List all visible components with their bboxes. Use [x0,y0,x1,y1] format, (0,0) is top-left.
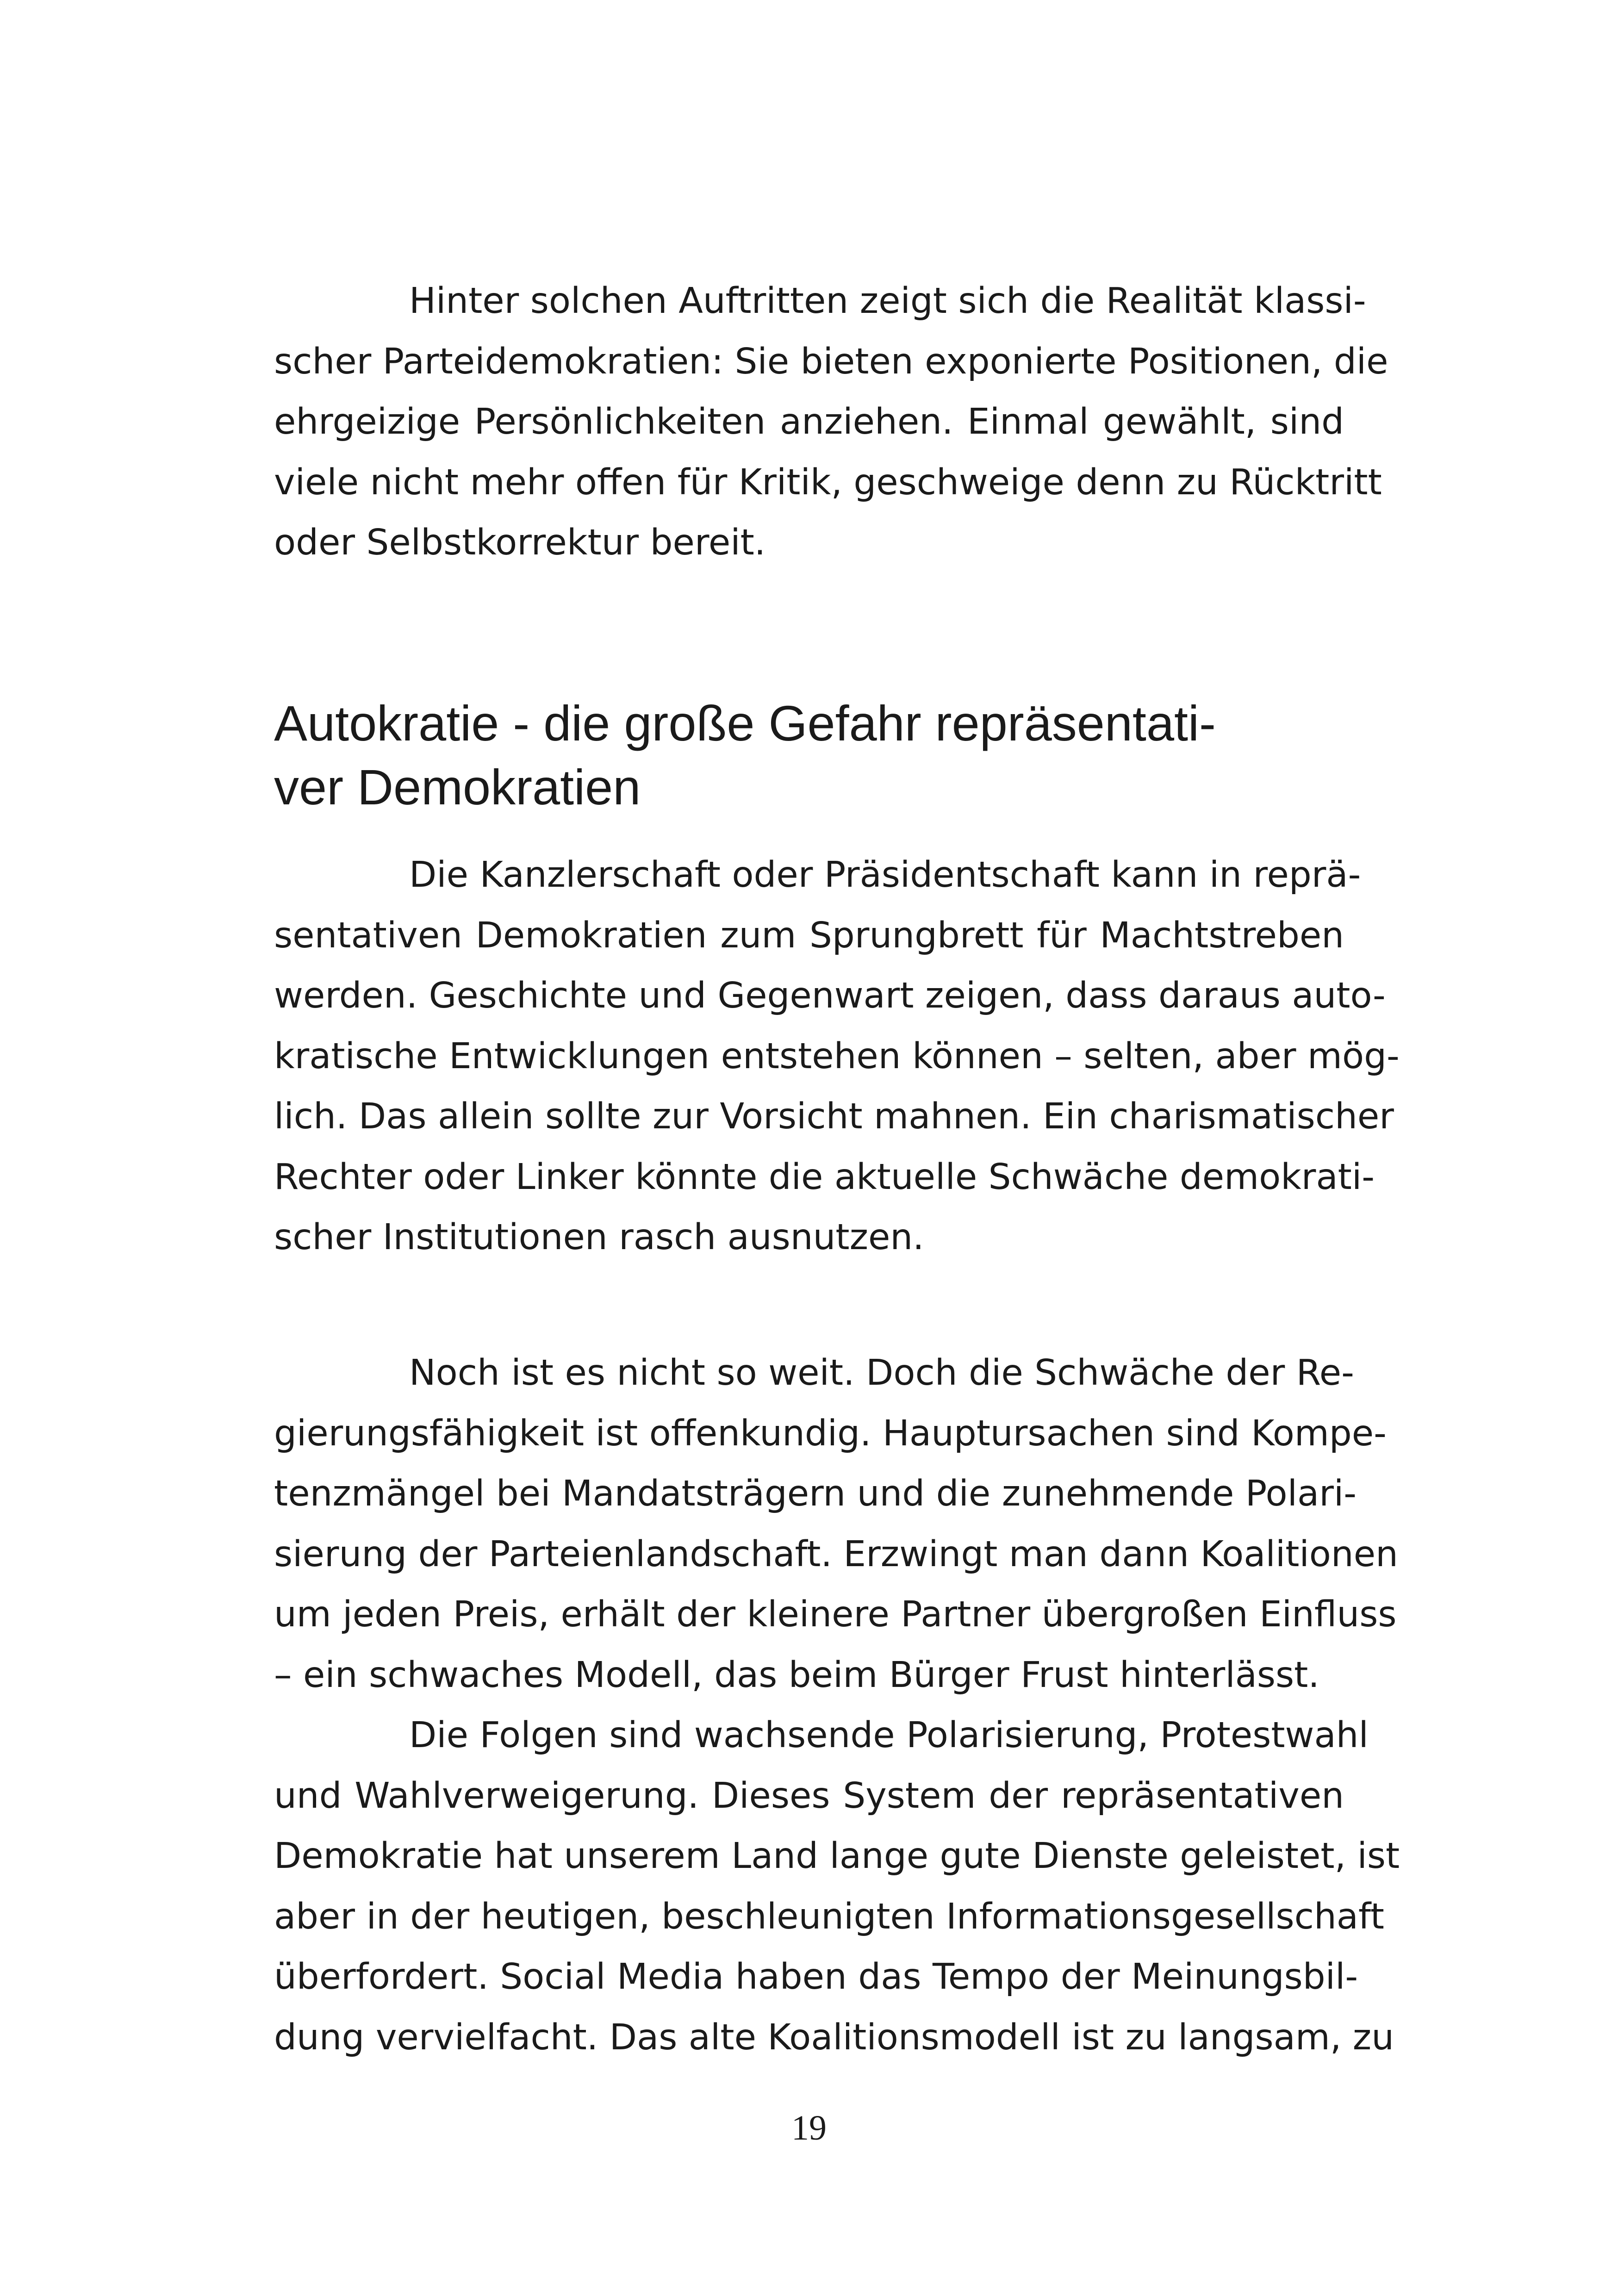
text-line: um jeden Preis, erhält der kleinere Partner übergroßen Einfluss [274,1594,1397,1635]
text-line: lich. Das allein sollte zur Vorsicht mahnen. Ein charismatischer [274,1096,1394,1137]
text-line: überfordert. Social Media haben das Tempo der Meinungsbil- [274,1956,1358,1997]
text-line: Rechter oder Linker könnte die aktuelle Schwäche demokrati- [274,1156,1375,1198]
text-line: Die Folgen sind wachsende Polarisierung, Protestwahl [409,1715,1369,1756]
heading-line: ver Demokratien [274,759,641,815]
paragraph-4 [274,1705,1400,2068]
paragraph-1 [274,271,1388,573]
text-line: ehrgeizige Persönlichkeiten anziehen. Einmal gewählt, sind [274,401,1344,442]
text-line: – ein schwaches Modell, das beim Bürger Frust hinterlässt. [274,1654,1319,1696]
text-line: Hinter solchen Auftritten zeigt sich die Realität klassi- [409,280,1366,322]
paragraph-3 [274,1343,1398,1705]
text-line: werden. Geschichte und Gegenwart zeigen, dass daraus auto- [274,975,1386,1016]
heading-line: Autokratie - die große Gefahr repräsentati- [274,695,1216,751]
text-line: Die Kanzlerschaft oder Präsidentschaft kann in reprä- [409,854,1361,896]
section-heading [274,691,1385,819]
text-line: scher Parteidemokratien: Sie bieten exponierte Positionen, die [274,341,1388,382]
text-line: dung vervielfacht. Das alte Koalitionsmodell ist zu langsam, zu [274,2016,1394,2058]
text-line: oder Selbstkorrektur bereit. [274,522,766,563]
page-number: 19 [791,2109,827,2147]
paragraph-2 [274,845,1400,1268]
text-line: Demokratie hat unserem Land lange gute Dienste geleistet, ist [274,1836,1400,1877]
text-line: kratische Entwicklungen entstehen können – selten, aber mög- [274,1035,1400,1077]
text-line: sierung der Parteienlandschaft. Erzwingt man dann Koalitionen [274,1533,1398,1575]
text-line: und Wahlverweigerung. Dieses System der repräsentativen [274,1775,1344,1817]
text-line: tenzmängel bei Mandatsträgern und die zunehmende Polari- [274,1473,1357,1514]
text-line: gierungsfähigkeit ist offenkundig. Hauptursachen sind Kompe- [274,1412,1387,1454]
text-line: scher Institutionen rasch ausnutzen. [274,1217,924,1258]
text-line: sentativen Demokratien zum Sprungbrett für Machtstreben [274,915,1344,956]
text-line: viele nicht mehr offen für Kritik, geschweige denn zu Rücktritt [274,461,1382,503]
text-line: Noch ist es nicht so weit. Doch die Schwäche der Re- [409,1352,1354,1394]
text-line: aber in der heutigen, beschleunigten Informationsgesellschaft [274,1896,1384,1937]
